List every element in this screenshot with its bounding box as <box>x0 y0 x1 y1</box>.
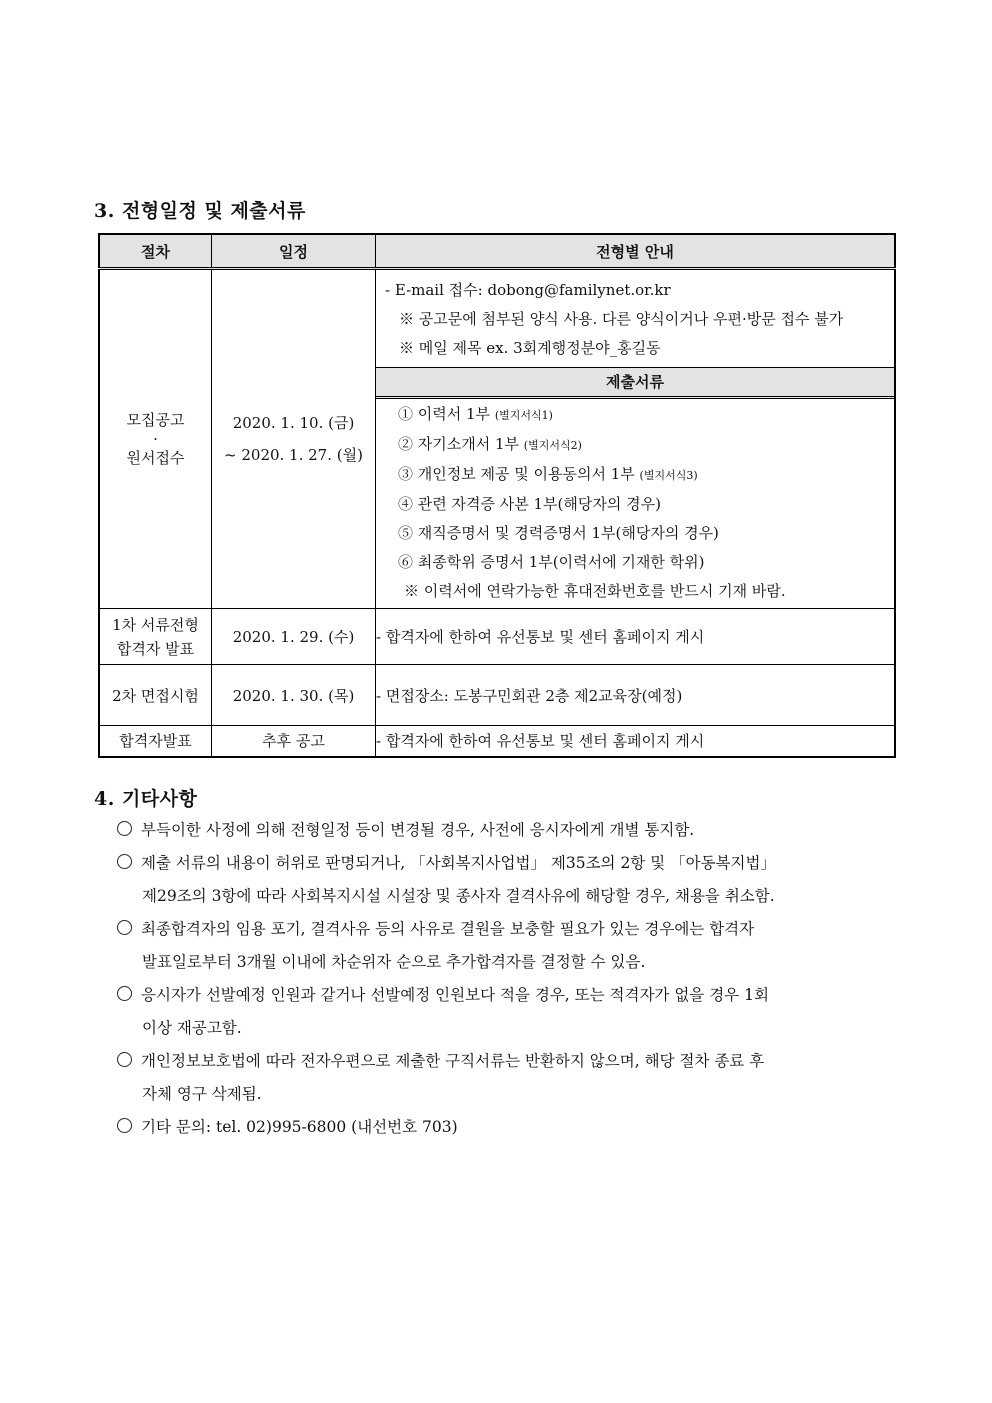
doc-item: ④ 관련 자격증 사본 1부(해당자의 경우) <box>398 495 661 513</box>
row4-step: 합격자발표 <box>99 726 212 757</box>
row1-guide <box>376 269 896 609</box>
table-header-row <box>99 234 895 269</box>
list-item: 응시자가 선발예정 인원과 같거나 선발예정 인원보다 적을 경우, 또는 적격자가 없을 경우 1회 이상 재공고함. <box>117 979 887 1045</box>
section-4-title: 4. 기타사항 <box>94 788 198 810</box>
row1-step-line2: 원서접수 <box>126 449 185 467</box>
list-item: 최종합격자의 임용 포기, 결격사유 등의 사유로 결원을 보충할 필요가 있는 경우에는 합격자 발표일로부터 3개월 이내에 차순위자 순으로 추가합격자를 결정할 수 있음. <box>117 913 887 979</box>
guide-email-line: - E-mail 접수: dobong@familynet.or.kr <box>385 281 671 299</box>
circle-bullet-icon <box>117 854 132 869</box>
row4-date: 추후 공고 <box>212 726 376 757</box>
row1-step-line1: 모집공고 <box>126 411 185 429</box>
list-item: 개인정보보호법에 따라 전자우편으로 제출한 구직서류는 반환하지 않으며, 해당 절차 종료 후 자체 영구 삭제됨. <box>117 1045 887 1111</box>
row2-step <box>99 609 212 665</box>
row1-step <box>99 269 212 609</box>
header-guide: 전형별 안내 <box>376 234 896 269</box>
section-3-title: 3. 전형일정 및 제출서류 <box>94 200 306 222</box>
row2-step-line2: 합격자 발표 <box>116 639 195 658</box>
schedule-table <box>98 233 896 758</box>
header-date: 일정 <box>212 234 376 269</box>
row3-step: 2차 면접시험 <box>99 665 212 726</box>
row1-step-dot: · <box>153 430 158 448</box>
row1-date <box>212 269 376 609</box>
circle-bullet-icon <box>117 1052 132 1067</box>
row3-date: 2020. 1. 30. (목) <box>212 665 376 726</box>
list-item: 제출 서류의 내용이 허위로 판명되거나, 「사회복지사업법」 제35조의 2항 및 「아동복지법」 제29조의 3항에 따라 사회복지시설 시설장 및 종사자 결격사유에 해당할 경우, 채용을 취소함. <box>117 847 887 913</box>
notes-list <box>117 814 887 1144</box>
row1-date-line2: ~ 2020. 1. 27. (월) <box>224 446 363 464</box>
guide-note-form: ※ 공고문에 첨부된 양식 사용. 다른 양식이거나 우편·방문 접수 불가 <box>399 310 844 328</box>
circle-bullet-icon <box>117 986 132 1001</box>
guide-note-subject: ※ 메일 제목 ex. 3회계행정분야_홍길동 <box>399 339 661 357</box>
doc-item: ⑥ 최종학위 증명서 1부(이력서에 기재한 학위) <box>398 553 705 571</box>
row1-date-line1: 2020. 1. 10. (금) <box>232 414 355 432</box>
row1-guide-block <box>376 270 894 367</box>
doc-item: ⑤ 재직증명서 및 경력증명서 1부(해당자의 경우) <box>398 524 719 542</box>
row2-step-line1: 1차 서류전형 <box>112 615 199 634</box>
doc-item: ③ 개인정보 제공 및 이용동의서 1부 (별지서식3) <box>398 465 698 483</box>
submit-docs-list <box>376 399 894 608</box>
circle-bullet-icon <box>117 920 132 935</box>
row2-guide: - 합격자에 한하여 유선통보 및 센터 홈페이지 게시 <box>376 609 896 665</box>
row3-guide: - 면접장소: 도봉구민회관 2층 제2교육장(예정) <box>376 665 896 726</box>
doc-item: ① 이력서 1부 (별지서식1) <box>398 405 553 423</box>
list-item: 기타 문의: tel. 02)995-6800 (내선번호 703) <box>117 1111 887 1144</box>
table-row <box>99 609 895 665</box>
table-row <box>99 726 895 757</box>
submit-docs-header: 제출서류 <box>376 367 894 399</box>
table-row <box>99 269 895 609</box>
table-row <box>99 665 895 726</box>
doc-item: ② 자기소개서 1부 (별지서식2) <box>398 435 582 453</box>
header-step: 절차 <box>99 234 212 269</box>
list-item: 부득이한 사정에 의해 전형일정 등이 변경될 경우, 사전에 응시자에게 개별 통지함. <box>117 814 887 847</box>
row4-guide: - 합격자에 한하여 유선통보 및 센터 홈페이지 게시 <box>376 726 896 757</box>
circle-bullet-icon <box>117 821 132 836</box>
circle-bullet-icon <box>117 1118 132 1133</box>
row2-date: 2020. 1. 29. (수) <box>212 609 376 665</box>
docs-note: ※ 이력서에 연락가능한 휴대전화번호를 반드시 기재 바람. <box>404 582 786 600</box>
